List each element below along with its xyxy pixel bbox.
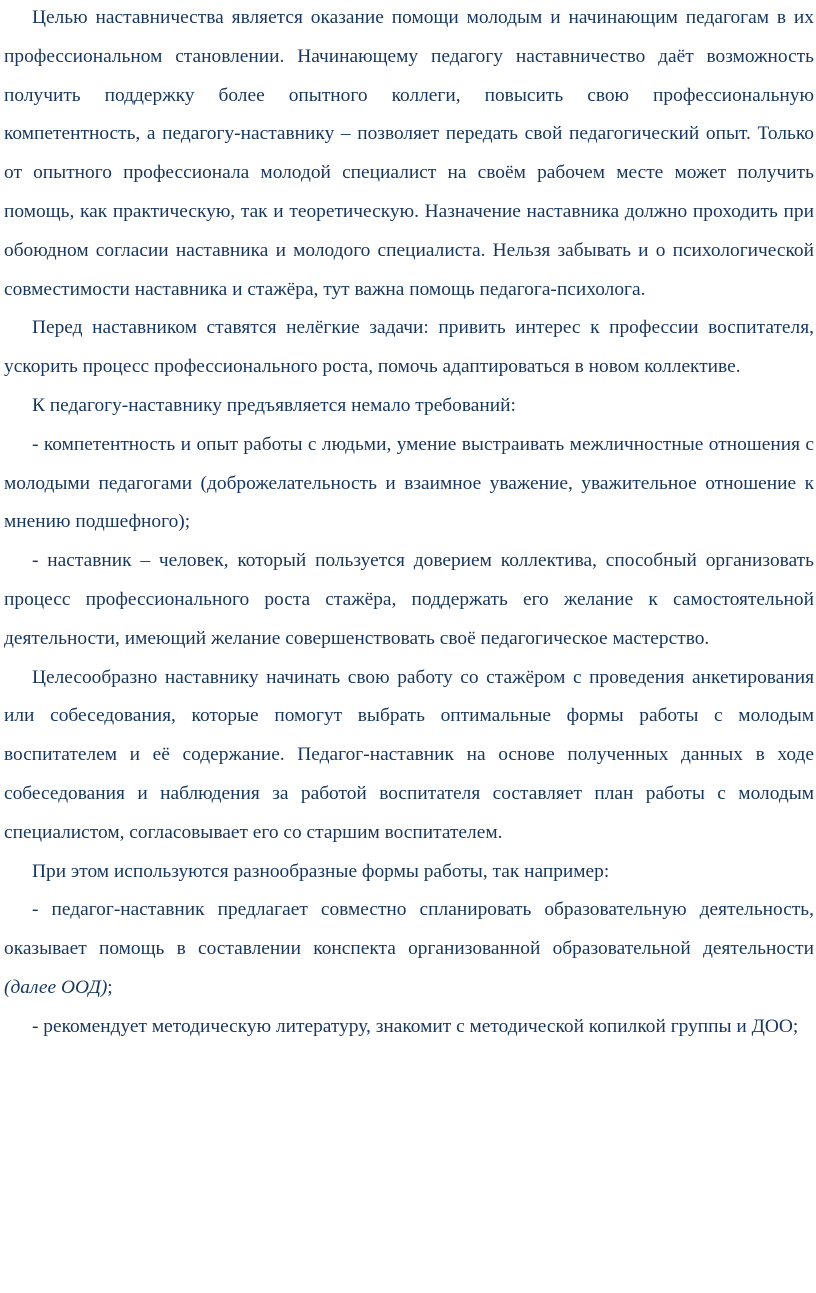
paragraph-text: - наставник – человек, который пользуется доверием коллектива, способный организовать процесс профессионального роста стажёра, поддержать его желание к самостоятельной деятельности, имеющий желание совершенствовать своё педагогическое мастерство. (4, 550, 814, 649)
document-page (4, 0, 814, 1047)
paragraph-text: Перед наставником ставятся нелёгкие задачи: привить интерес к профессии воспитателя, ускорить процесс профессионального роста, помочь адаптироваться в новом коллективе. (4, 317, 814, 378)
paragraph-text: - педагог-наставник предлагает совместно спланировать образовательную деятельность, оказывает помощь в составлении конспекта организованной образовательной деятельности (4, 899, 814, 960)
paragraph-text: - рекомендует методическую литературу, знакомит с методической копилкой группы и ДОО; (32, 1015, 799, 1037)
paragraph-text: При этом используются разнообразные формы работы, так например: (32, 860, 610, 882)
abbreviation-note: (далее ООД) (4, 976, 108, 998)
paragraph-requirements-intro (4, 387, 814, 426)
list-item-joint-planning (4, 891, 814, 1007)
paragraph-work-forms-intro (4, 853, 814, 892)
paragraph-mentoring-purpose (4, 0, 814, 309)
paragraph-survey-start (4, 659, 814, 853)
paragraph-tail: ; (107, 976, 113, 998)
paragraph-mentor-tasks (4, 309, 814, 387)
paragraph-text: Целью наставничества является оказание помощи молодым и начинающим педагогам в их профессиональном становлении. Начинающему педагогу наставничество даёт возможность получить поддержку более опытного коллеги, повысить свою профессиональную компетентность, а педагогу-наставнику – позволяет передать свой педагогический опыт. Только от опытного профессионала молодой специалист на своём рабочем месте может получить помощь, как практическую, так и теоретическую. Назначение наставника должно проходить при обоюдном согласии наставника и молодого специалиста. Нельзя забывать и о психологической совместимости наставника и стажёра, тут важна помощь педагога-психолога. (4, 7, 814, 300)
list-item-trusted-mentor (4, 542, 814, 658)
paragraph-text: - компетентность и опыт работы с людьми, умение выстраивать межличностные отношения с молодыми педагогами (доброжелательность и взаимное уважение, уважительное отношение к мнению подшефного); (4, 433, 814, 533)
paragraph-text: К педагогу-наставнику предъявляется немало требований: (32, 394, 516, 416)
paragraph-text: Целесообразно наставнику начинать свою работу со стажёром с проведения анкетирования или собеседования, которые помогут выбрать оптимальные формы работы с молодым воспитателем и её содержание. Педагог-наставник на основе полученных данных в ходе собеседования и наблюдения за работой воспитателя составляет план работы с молодым специалистом, согласовывает его со старшим воспитателем. (4, 666, 814, 843)
list-item-competence (4, 426, 814, 542)
list-item-literature (4, 1008, 814, 1047)
